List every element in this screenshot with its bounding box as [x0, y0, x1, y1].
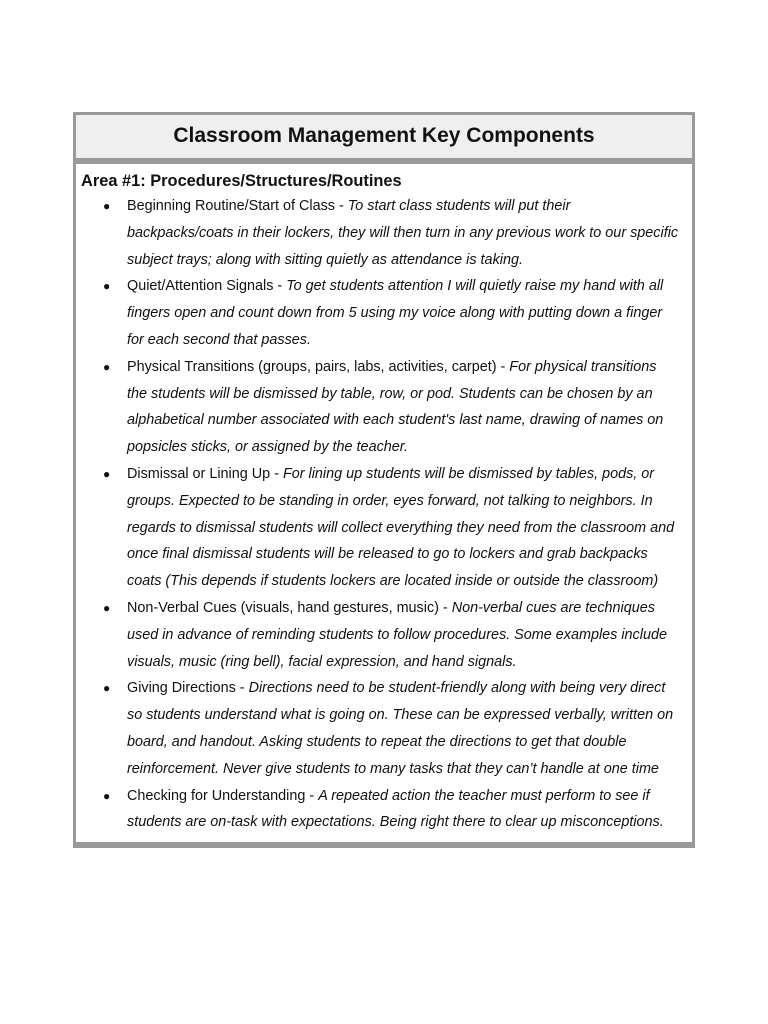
bullet-icon: ●	[103, 600, 111, 615]
area-heading: Area #1: Procedures/Structures/Routines	[81, 172, 402, 190]
list-item	[81, 595, 680, 675]
bullet-icon: ●	[103, 359, 111, 374]
list-item	[81, 273, 680, 353]
item-label: Dismissal or Lining Up -	[127, 465, 283, 482]
bullet-icon: ●	[103, 681, 111, 696]
list-item	[81, 193, 680, 273]
list-item	[81, 783, 680, 837]
list-item	[81, 354, 680, 461]
list-item	[81, 461, 680, 595]
item-description: For physical transitions the students will be dismissed by table, row, or pod. Students can be chosen by an alphabetical number associated with each student's last name, drawing of names on popsicles sticks, or assigned by the teacher.	[127, 358, 664, 456]
item-description: For lining up students will be dismissed by tables, pods, or groups. Expected to be standing in order, eyes forward, not talking to neighbors. In regards to dismissal students will collect everything they need from the classroom and once final dismissal students will be released to go to lockers and grab backpacks coats (This depends if students lockers are located inside or outside the classroom)	[127, 465, 675, 590]
bullet-icon: ●	[103, 466, 111, 481]
item-label: Non-Verbal Cues (visuals, hand gestures, music) -	[127, 599, 452, 616]
bullet-icon: ●	[103, 788, 111, 803]
item-description: A repeated action the teacher must perform to see if students are on-task with expectations. Being right there to clear up misconceptions.	[127, 787, 664, 831]
item-label: Quiet/Attention Signals -	[127, 278, 287, 295]
item-description: Directions need to be student-friendly along with being very direct so students understand what is going on. These can be expressed verbally, written on board, and handout. Asking students to repeat the directions to get that double reinforcement. Never give students to many tasks that they can’t handle at one time	[127, 680, 674, 777]
title-cell	[76, 115, 692, 164]
document-title: Classroom Management Key Components	[173, 123, 595, 147]
item-description: Non-verbal cues are techniques used in advance of reminding students to follow procedures. Some examples include visuals, music (ring bell), facial expression, and hand signals.	[127, 599, 667, 670]
bullet-icon: ●	[103, 279, 111, 294]
components-table	[73, 112, 695, 848]
components-list	[81, 193, 680, 836]
content-cell	[76, 164, 692, 842]
item-label: Checking for Understanding -	[127, 787, 319, 804]
item-label: Physical Transitions (groups, pairs, labs, activities, carpet) -	[127, 358, 510, 375]
item-description: To start class students will put their backpacks/coats in their lockers, they will then turn in any previous work to our specific subject trays; along with sitting quietly as attendance is taking.	[127, 198, 679, 268]
item-label: Beginning Routine/Start of Class -	[127, 198, 348, 214]
list-item	[81, 675, 680, 782]
bullet-icon: ●	[103, 199, 111, 213]
item-label: Giving Directions -	[127, 680, 249, 697]
item-description: To get students attention I will quietly raise my hand with all fingers open and count down from 5 using my voice along with putting down a finger for each second that passes.	[127, 278, 664, 348]
